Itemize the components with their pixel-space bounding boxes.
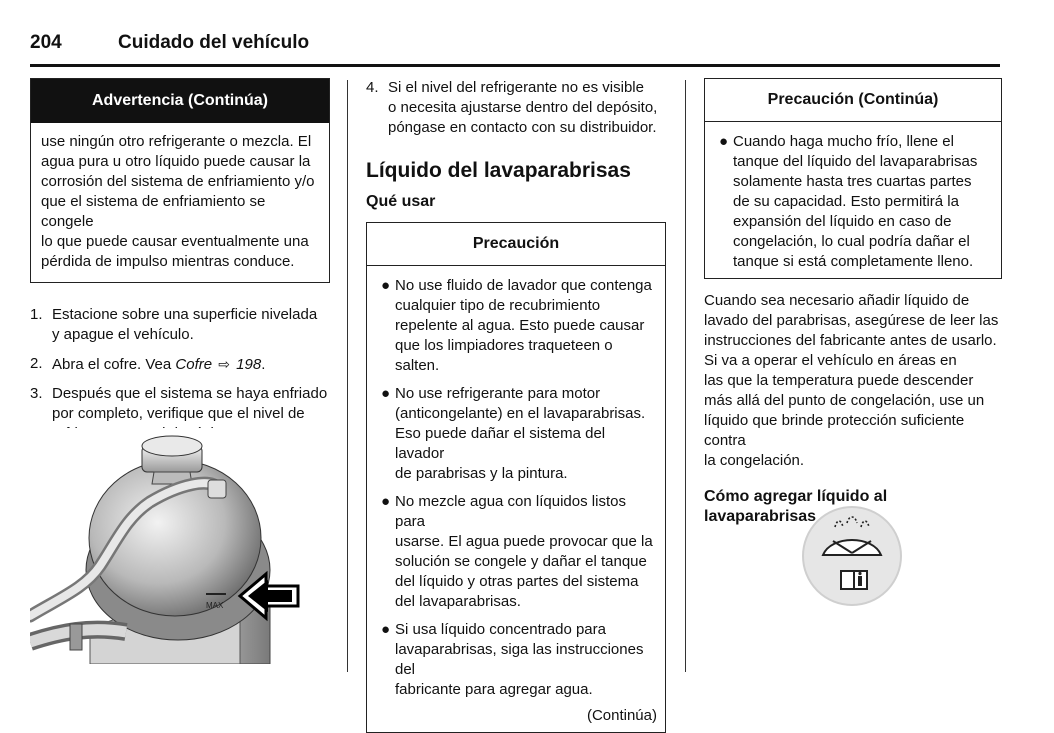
washer-fluid-cap-icon — [801, 505, 903, 607]
warning-line: lo que puede causar eventualmente una — [41, 233, 309, 250]
bullet-dot-icon: ● — [381, 277, 391, 294]
step-text-suffix: . — [261, 356, 266, 373]
paragraph-line: lavado del parabrisas, asegúrese de leer las — [704, 312, 999, 329]
bullet-line: No mezcle agua con líquidos listos para — [395, 493, 626, 530]
page-reference-arrow-icon: ⇨ — [218, 356, 230, 372]
paragraph-line: líquido que brinde protección suficiente contra — [704, 412, 965, 449]
bullet-line: Si usa líquido concentrado para — [395, 621, 606, 638]
bullet-line: usarse. El agua puede provocar que la — [395, 533, 653, 550]
warning-box — [30, 78, 330, 283]
warning-line: pérdida de impulso mientras conduce. — [41, 253, 295, 270]
step-number: 4. — [366, 79, 379, 96]
bullet-line: tanque del líquido del lavaparabrisas — [733, 153, 978, 170]
bullet-line: de su capacidad. Esto permitirá la — [733, 193, 959, 210]
bullet-line: del líquido y otras partes del sistema — [395, 573, 639, 590]
column-divider — [685, 80, 686, 672]
subsection-heading: Cómo agregar líquido al lavaparabrisas — [704, 488, 888, 525]
bullet-line: cualquier tipo de recubrimiento — [395, 297, 601, 314]
caution-title: Precaución — [367, 223, 665, 266]
page-header — [30, 30, 1000, 67]
caution-bullet — [715, 132, 991, 272]
warning-line: corrosión del sistema de enfriamiento y/o — [41, 173, 315, 190]
caution-box — [366, 222, 666, 733]
steps-list-continued — [366, 78, 666, 138]
paragraph-line: las que la temperatura puede descender — [704, 372, 974, 389]
warning-body — [31, 123, 329, 282]
warning-title: Advertencia (Continúa) — [31, 79, 329, 123]
bullet-line: tanque si está completamente lleno. — [733, 253, 974, 270]
reference-page-number[interactable]: 198 — [236, 356, 262, 373]
caution-title: Precaución (Continúa) — [705, 79, 1001, 122]
step-number: 3. — [30, 385, 43, 402]
section-heading: Líquido del lavaparabrisas — [366, 159, 631, 182]
step-number: 2. — [30, 355, 43, 372]
caution-bullets — [367, 266, 665, 700]
bullet-line: solución se congele y dañar el tanque — [395, 553, 647, 570]
warning-line: agua pura u otro líquido puede causar la — [41, 153, 311, 170]
bullet-dot-icon: ● — [381, 385, 391, 402]
svg-text:MAX: MAX — [206, 601, 224, 610]
bullet-line: (anticongelante) en el lavaparabrisas. — [395, 405, 646, 422]
bullet-line: solamente hasta tres cuartas partes — [733, 173, 972, 190]
paragraph — [704, 291, 1002, 471]
step-line — [52, 354, 330, 375]
step-line: y apague el vehículo. — [52, 326, 194, 343]
page-number: 204 — [30, 32, 62, 53]
coolant-reservoir-illustration — [30, 428, 300, 664]
caution-bullet — [377, 620, 655, 700]
step-1 — [30, 305, 330, 345]
step-line: por completo, verifique que el nivel de — [52, 405, 305, 422]
paragraph-line: Si va a operar el vehículo en áreas en — [704, 352, 957, 369]
caution-bullet — [377, 384, 655, 484]
bullet-dot-icon: ● — [381, 493, 391, 510]
bullet-dot-icon: ● — [381, 621, 391, 638]
bullet-line: que los limpiadores traqueteen o salten. — [395, 337, 613, 374]
bullet-line: congelación, lo cual podría dañar el — [733, 233, 970, 250]
bullet-line: de parabrisas y la pintura. — [395, 465, 568, 482]
bullet-line: lavaparabrisas, siga las instrucciones del — [395, 641, 644, 678]
column-left — [30, 78, 330, 453]
bullet-line: expansión del líquido en caso de — [733, 213, 952, 230]
caution-bullet — [377, 276, 655, 376]
continued-label: (Continúa) — [586, 707, 657, 724]
paragraph-line: Cuando sea necesario añadir líquido de — [704, 292, 970, 309]
step-line: Estacione sobre una superficie nivelada — [52, 306, 318, 323]
caution-box-continued — [704, 78, 1002, 279]
step-line: o necesita ajustarse dentro del depósito, — [388, 99, 658, 116]
step-number: 1. — [30, 306, 43, 323]
bullet-dot-icon: ● — [719, 133, 729, 150]
step-line: Después que el sistema se haya enfriado — [52, 385, 328, 402]
section-title: Cuidado del vehículo — [118, 32, 310, 53]
paragraph-line: la congelación. — [704, 452, 805, 469]
caution-bullet — [377, 492, 655, 612]
warning-line: use ningún otro refrigerante o mezcla. El — [41, 133, 312, 150]
step-4 — [366, 78, 666, 138]
bullet-line: fabricante para agregar agua. — [395, 681, 593, 698]
step-line: póngase en contacto con su distribuidor. — [388, 119, 657, 136]
column-middle — [366, 78, 666, 733]
step-line: Si el nivel del refrigerante no es visible — [388, 79, 644, 96]
bullet-line: No use refrigerante para motor — [395, 385, 601, 402]
column-right — [704, 78, 1002, 537]
cross-reference-link[interactable]: Cofre — [175, 356, 213, 373]
step-text: Abra el cofre. Vea — [52, 356, 176, 373]
bullet-line: Eso puede dañar el sistema del lavador — [395, 425, 606, 462]
warning-line: que el sistema de enfriamiento se congele — [41, 193, 266, 230]
column-divider — [347, 80, 348, 672]
paragraph-line: más allá del punto de congelación, use un — [704, 392, 985, 409]
bullet-line: del lavaparabrisas. — [395, 593, 521, 610]
bullet-line: Cuando haga mucho frío, llene el — [733, 133, 954, 150]
paragraph-line: instrucciones del fabricante antes de usarlo. — [704, 332, 997, 349]
bullet-line: repelente al agua. Esto puede causar — [395, 317, 645, 334]
step-2 — [30, 354, 330, 375]
caution-bullets — [705, 122, 1001, 278]
bullet-line: No use fluido de lavador que contenga — [395, 277, 652, 294]
steps-list — [30, 305, 330, 444]
subsection-heading: Qué usar — [366, 193, 436, 210]
